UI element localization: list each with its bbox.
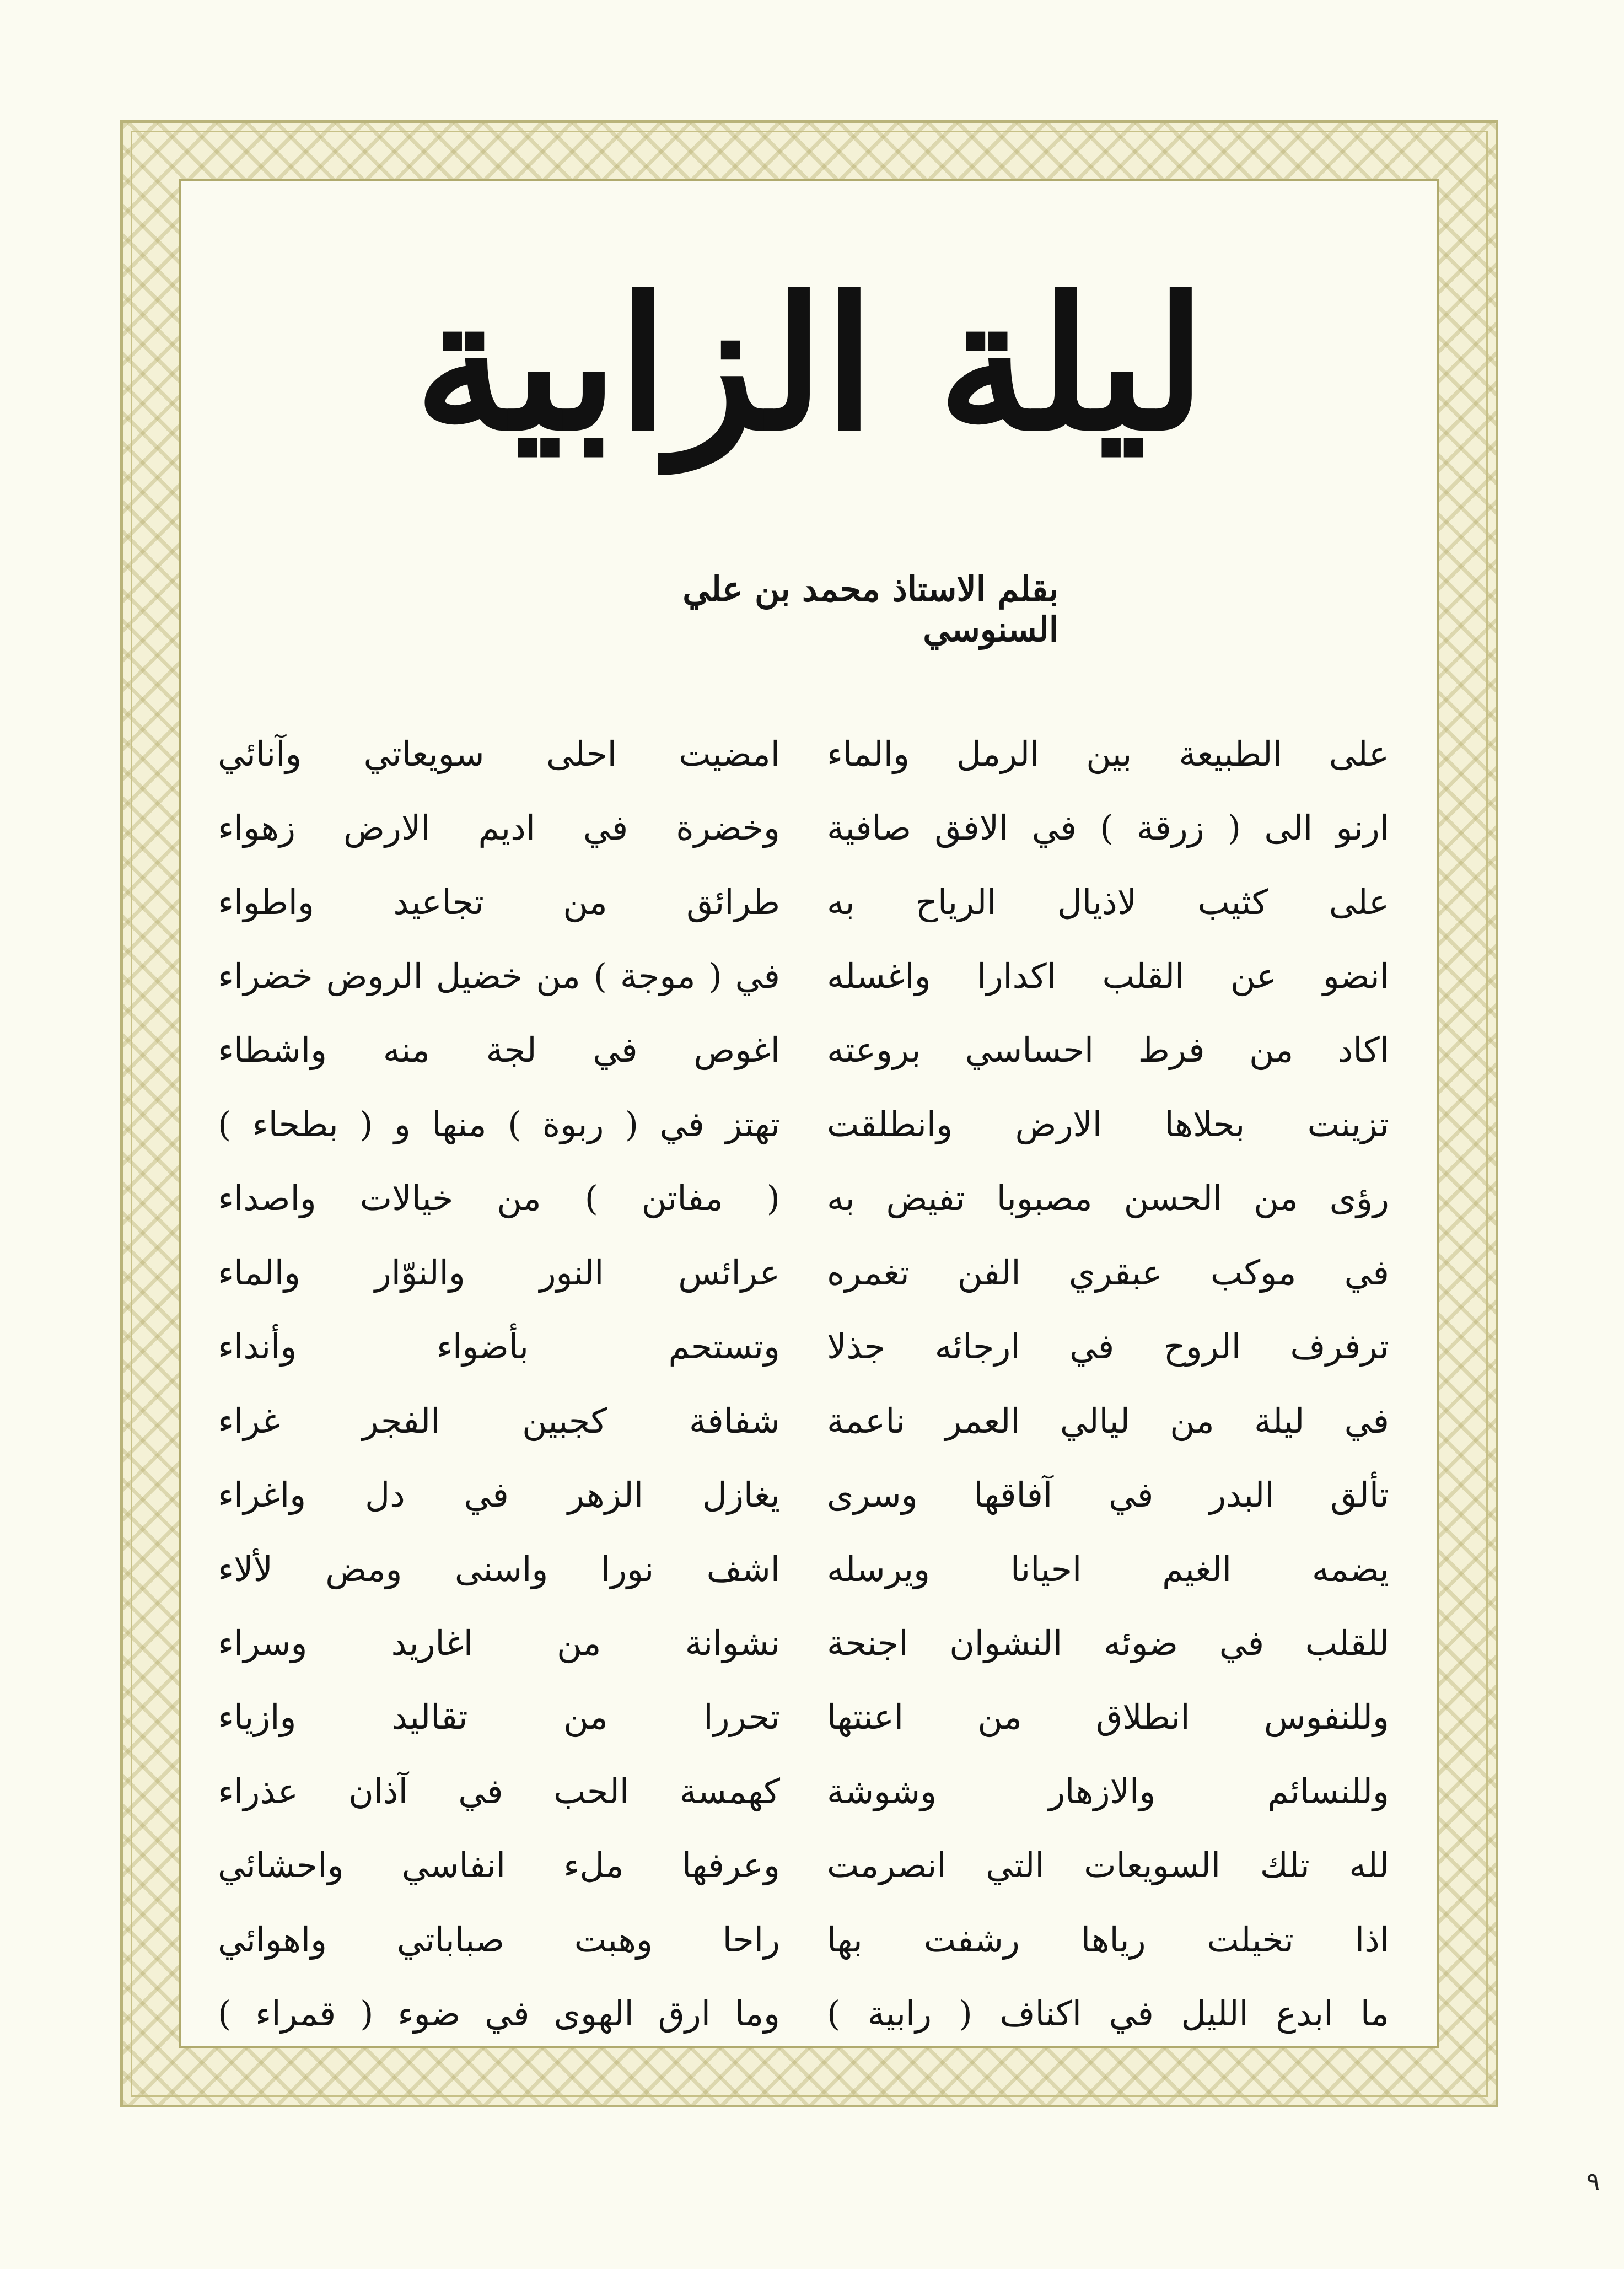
verse-line [827,865,1389,939]
verse-text: انضو عن القلب اكدارا واغسله [827,956,1389,997]
verse-line [827,1310,1389,1384]
verse-text: اشف نورا واسنى ومض لألاء [218,1548,780,1589]
verse-line [218,1087,780,1161]
verse-line [827,1680,1389,1754]
verse-text: اكاد من فرط احساسي بروعته [827,1030,1389,1071]
verse-line [218,1310,780,1384]
verse-text: وما ارق الهوى في ضوء ( قمراء ) [218,1993,780,2034]
verse-text: ارنو الى ( زرقة ) في الافق صافية [827,808,1389,848]
verse-line [218,1162,780,1235]
verse-text: كهمسة الحب في آذان عذراء [218,1771,780,1811]
verse-line [218,1458,780,1531]
verse-line [218,1680,780,1754]
verse-line [218,1902,780,1976]
verse-text: امضيت احلى سويعاتي وآنائي [218,733,780,774]
verse-text: في ( موجة ) من خضيل الروض خضراء [218,956,780,997]
verse-line [827,1162,1389,1235]
verse-text: اذا تخيلت رياها رشفت بها [827,1919,1389,1960]
verse-line [827,1458,1389,1531]
verse-text: وخضرة في اديم الارض زهواء [218,808,780,848]
verse-text: وعرفها ملء انفاسي واحشائي [218,1845,780,1886]
verse-line [218,865,780,939]
verse-line [218,1606,780,1680]
verse-line [827,1902,1389,1976]
poem-column-right [827,717,1389,2051]
verse-text: تحررا من تقاليد وازياء [218,1697,780,1738]
verse-text: رؤى من الحسن مصبوبا تفيض به [827,1178,1389,1219]
verse-line [827,1384,1389,1458]
verse-line [827,939,1389,1013]
verse-text: على كثيب لاذيال الرياح به [827,881,1389,922]
verse-line [827,1754,1389,1828]
verse-line [827,1235,1389,1309]
verse-line [218,1754,780,1828]
verse-line [218,1384,780,1458]
verse-line [827,1013,1389,1087]
verse-text: لله تلك السويعات التي انصرمت [827,1845,1389,1886]
verse-text: تهتز في ( ربوة ) منها و ( بطحاء ) [218,1104,780,1144]
author-line: بقلم الاستاذ محمد بن علي السنوسي [682,569,1058,649]
verse-text: اغوص في لجة منه واشطاء [218,1030,780,1071]
verse-text: تزينت بحلاها الارض وانطلقت [827,1104,1389,1144]
verse-line [827,1606,1389,1680]
verse-text: وللنفوس انطلاق من اعنتها [827,1697,1389,1738]
verse-text: ترفرف الروح في ارجائه جذلا [827,1326,1389,1367]
verse-line [218,1829,780,1902]
verse-text: ما ابدع الليل في اكناف ( رابية ) [827,1993,1389,2034]
verse-text: ( مفاتن ) من خيالات واصداء [218,1178,780,1219]
verse-text: يغازل الزهر في دل واغراء [218,1475,780,1515]
verse-line [827,717,1389,791]
verse-line [827,791,1389,864]
verse-line [218,1013,780,1087]
verse-text: نشوانة من اغاريد وسراء [218,1622,780,1663]
verse-text: في ليلة من ليالي العمر ناعمة [827,1400,1389,1441]
verse-line [218,1976,780,2050]
verse-text: يضمه الغيم احيانا ويرسله [827,1548,1389,1589]
verse-text: للقلب في ضوئه النشوان اجنحة [827,1622,1389,1663]
verse-line [218,1235,780,1309]
poem-column-left [218,717,780,2051]
verse-line [827,1087,1389,1161]
verse-text: عرائس النور والنوّار والماء [218,1252,780,1293]
verse-line [218,939,780,1013]
verse-line [827,1829,1389,1902]
verse-line [218,717,780,791]
verse-text: طرائق من تجاعيد واطواء [218,881,780,922]
verse-text: في موكب عبقري الفن تغمره [827,1252,1389,1293]
verse-text: شفافة كجبين الفجر غراء [218,1400,780,1441]
verse-line [827,1976,1389,2050]
verse-text: على الطبيعة بين الرمل والماء [827,733,1389,774]
verse-text: وللنسائم والازهار وشوشة [827,1771,1389,1811]
poem-title: ليلة الزابية [415,257,1206,471]
verse-text: راحا وهبت صباباتي واهوائي [218,1919,780,1960]
page-number: ٩ [1586,2166,1600,2196]
verse-line [218,791,780,864]
verse-text: وتستحم بأضواء وأنداء [218,1326,780,1367]
verse-line [218,1532,780,1606]
verse-text: تألق البدر في آفاقها وسرى [827,1475,1389,1515]
verse-line [827,1532,1389,1606]
